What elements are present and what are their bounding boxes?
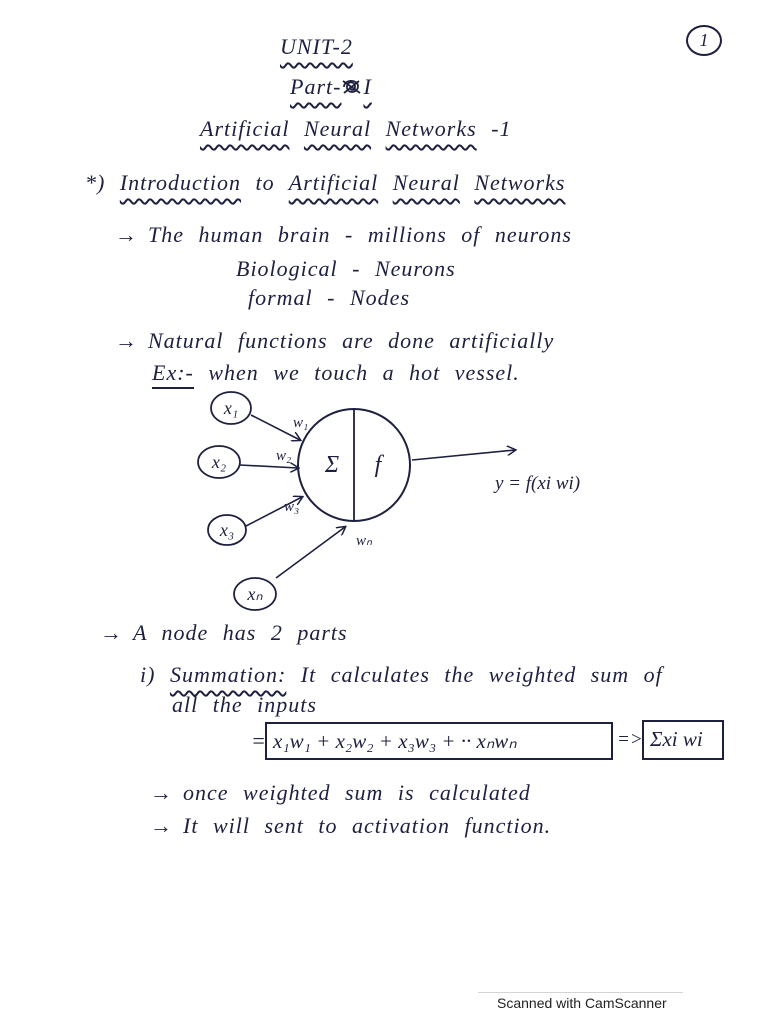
summation-definition (140, 664, 663, 686)
formula-expanded-box: x₁w₁ + x₂w₂ + x₃w₃ + ·· xₙwₙ (265, 722, 613, 760)
note-text: The human brain - millions of neurons (148, 222, 572, 247)
note-natural-functions (115, 330, 554, 352)
arrow-bullet: → (115, 222, 138, 247)
page-title (200, 118, 512, 140)
note-text: Natural functions are done artificially (148, 328, 555, 353)
part-heading (290, 76, 372, 98)
intro-heading (85, 172, 565, 194)
title-word-artificial: Artificial (200, 116, 290, 141)
weight-label-wn: wₙ (356, 533, 372, 549)
note-weighted-sum (150, 782, 531, 804)
intro-bullet: *) (85, 170, 106, 195)
intro-word-networks: Networks (474, 170, 566, 195)
intro-word-to: to (255, 170, 275, 195)
arrow-bullet: → (115, 328, 138, 353)
node-parts-heading (100, 622, 348, 644)
summation-label: Summation: (169, 662, 287, 687)
neuron-diagram (190, 390, 620, 620)
part-prefix: Part- (290, 74, 342, 99)
note-text: It will sent to activation function. (183, 813, 552, 838)
note-activation (150, 815, 551, 837)
input-label-x1: x₁ (223, 398, 239, 418)
connection-arrow-w2 (240, 465, 298, 468)
arrow-bullet: → (150, 780, 173, 805)
example-text: when we touch a hot vessel. (208, 360, 520, 385)
note-human-brain (115, 224, 572, 246)
intro-word-artificial: Artificial (288, 170, 379, 195)
connection-arrow-wn (276, 527, 345, 578)
input-label-xn: xₙ (247, 584, 263, 604)
intro-word-neural: Neural (392, 170, 460, 195)
output-arrow (412, 450, 515, 460)
unit-heading: UNIT-2 (280, 34, 353, 59)
activation-symbol: f (374, 452, 382, 478)
title-suffix: -1 (491, 116, 512, 141)
list-index: i) (140, 662, 156, 687)
weight-label-w3: w₃ (284, 499, 300, 515)
arrow-bullet: → (150, 813, 173, 838)
title-word-neural: Neural (303, 116, 372, 141)
summation-continuation: all the inputs (172, 692, 317, 717)
note-text: A node has 2 parts (133, 620, 348, 645)
note-biological: Biological - Neurons (236, 256, 456, 281)
footer-divider (478, 992, 683, 993)
formula-equals: = (251, 728, 267, 753)
scanner-watermark: Scanned with CamScanner (497, 995, 667, 1011)
note-formal: formal - Nodes (248, 285, 410, 310)
arrow-bullet: → (100, 620, 123, 645)
crossed-out-scribble (341, 77, 363, 97)
summation-text: It calculates the weighted sum of (300, 662, 663, 687)
input-label-x3: x₃ (219, 520, 235, 540)
input-label-x2: x₂ (211, 452, 227, 472)
note-example (152, 362, 520, 384)
intro-word-introduction: Introduction (119, 170, 242, 195)
weight-label-w1: w₁ (293, 415, 309, 431)
formula-compact-box: Σxi wi (642, 720, 724, 760)
example-label: Ex:- (152, 360, 194, 389)
output-formula: y = f(xi wi) (495, 473, 581, 494)
part-value: I (363, 74, 372, 99)
title-word-networks: Networks (385, 116, 477, 141)
formula-implies: => (617, 729, 643, 750)
note-text: once weighted sum is calculated (183, 780, 531, 805)
page-number: 1 (686, 25, 722, 56)
summation-symbol: Σ (324, 452, 340, 478)
weight-label-w2: w₂ (276, 448, 292, 464)
